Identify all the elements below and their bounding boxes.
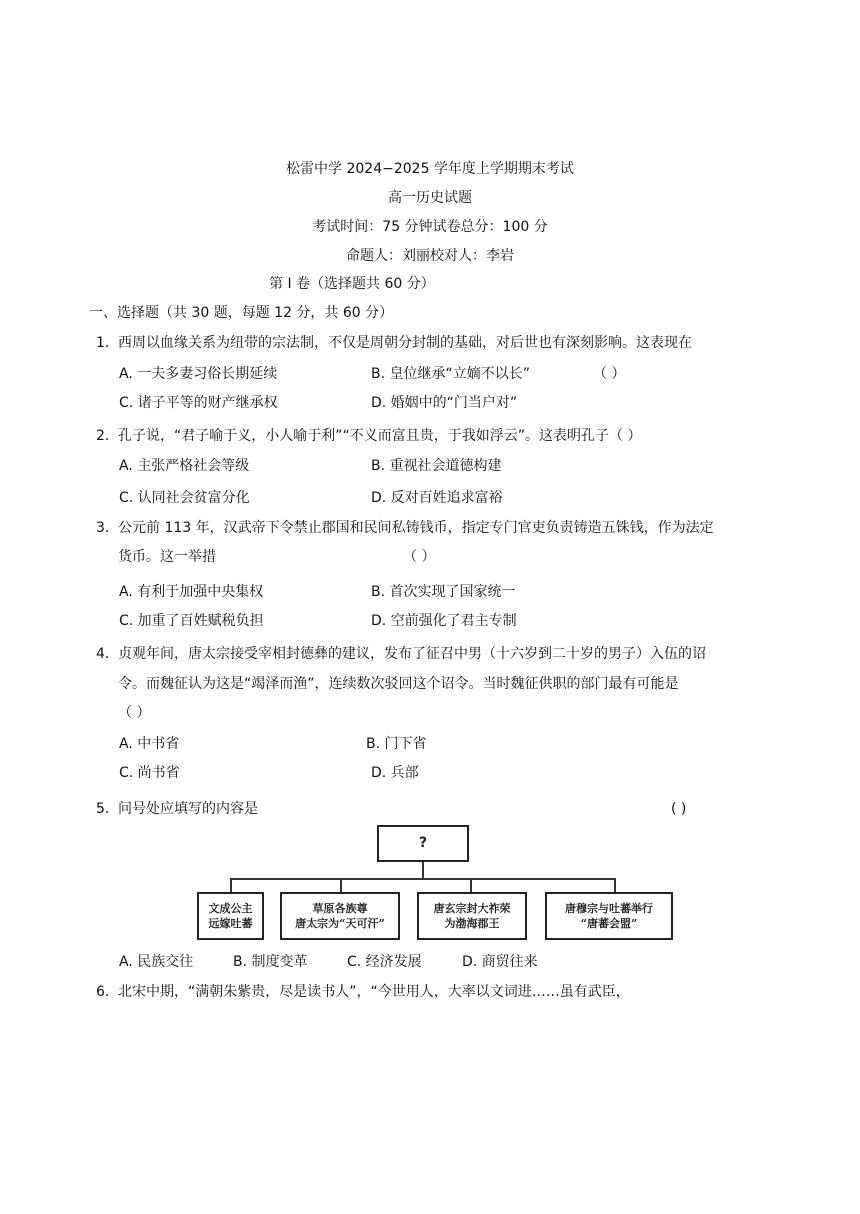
option-a[interactable]: A. 一夫多妻习俗长期延续 xyxy=(119,366,278,382)
question-number: 6． xyxy=(96,984,119,1000)
diagram-connector xyxy=(230,878,615,880)
diagram-box-text: 唐穆宗与吐蕃举行 xyxy=(565,902,653,915)
diagram-box-text: “唐蕃会盟” xyxy=(580,917,638,930)
question-stem xyxy=(96,644,706,664)
option-d[interactable]: D. 反对百姓追求富裕 xyxy=(371,490,503,506)
question-mark: ? xyxy=(418,835,428,851)
diagram-connector xyxy=(614,878,616,892)
option-c[interactable]: C. 认同社会贫富分化 xyxy=(119,490,250,506)
diagram-connector xyxy=(340,878,342,892)
option-a[interactable]: A. 主张严格社会等级 xyxy=(119,458,250,474)
diagram-top-box xyxy=(377,825,469,862)
diagram-box-text: 唐玄宗封大祚荣 xyxy=(433,902,511,915)
exam-subtitle: 高一历史试题 xyxy=(388,190,472,206)
section-heading: 一、选择题（共 30 题，每题 12 分，共 60 分） xyxy=(89,305,394,321)
exam-info: 考试时间：75 分钟试卷总分：100 分 xyxy=(312,219,548,235)
diagram-box-text: 远嫁吐蕃 xyxy=(208,917,253,930)
question-number: 4． xyxy=(96,646,119,662)
option-a[interactable]: A. 有利于加强中央集权 xyxy=(119,584,264,600)
diagram-box-text: 唐太宗为“天可汗” xyxy=(295,917,385,930)
volume-heading: 第 I 卷（选择题共 60 分） xyxy=(269,276,435,292)
exam-title: 松雷中学 2024−2025 学年度上学期期末考试 xyxy=(286,161,574,177)
option-b[interactable]: B. 首次实现了国家统一 xyxy=(371,584,516,600)
question-stem xyxy=(96,426,641,446)
question-stem-line: 贞观年间，唐太宗接受宰相封德彝的建议，发布了征召中男（十六岁到二十岁的男子）入伍的诏 xyxy=(118,646,706,662)
option-a[interactable]: A. 中书省 xyxy=(119,736,180,752)
question-stem xyxy=(96,982,630,1002)
answer-paren: ( ) xyxy=(671,801,687,817)
option-d[interactable]: D. 婚姻中的“门当户对” xyxy=(371,395,518,411)
diagram-connector xyxy=(230,878,232,892)
option-b[interactable]: B. 制度变革 xyxy=(233,954,308,970)
question-stem-line: 西周以血缘关系为纽带的宗法制，不仅是周朝分封制的基础，对后世也有深刻影响。这表现在 xyxy=(118,335,692,351)
exam-authors: 命题人：刘丽校对人：李岩 xyxy=(346,248,514,264)
diagram-box-1 xyxy=(197,892,264,940)
diagram-connector xyxy=(422,862,424,878)
question-stem-line: 北宋中期，“满朝朱紫贵，尽是读书人”，“今世用人，大率以文词进……虽有武臣， xyxy=(118,984,630,1000)
diagram-box-text: 为渤海郡王 xyxy=(444,917,500,930)
diagram-connector xyxy=(470,878,472,892)
option-b[interactable]: B. 重视社会道德构建 xyxy=(371,458,502,474)
option-c[interactable]: C. 加重了百姓赋税负担 xyxy=(119,613,264,629)
question-number: 5． xyxy=(96,801,119,817)
question-stem xyxy=(96,333,692,353)
question-stem-line: 孔子说，“君子喻于义，小人喻于利”“不义而富且贵，于我如浮云”。这表明孔子（ ） xyxy=(118,428,642,444)
option-d[interactable]: D. 空前强化了君主专制 xyxy=(371,613,517,629)
option-b[interactable]: B. 门下省 xyxy=(366,736,427,752)
answer-paren: （ ） xyxy=(593,366,626,382)
question-number: 3． xyxy=(96,520,119,536)
diagram-box-text: 草原各族尊 xyxy=(312,902,368,915)
question-stem xyxy=(96,799,258,819)
question-number: 2． xyxy=(96,428,119,444)
relation-diagram xyxy=(197,823,673,943)
option-b[interactable]: B. 皇位继承“立嫡不以长” xyxy=(371,366,531,382)
option-d[interactable]: D. 兵部 xyxy=(371,765,419,781)
diagram-box-2 xyxy=(280,892,400,940)
option-d[interactable]: D. 商贸往来 xyxy=(462,954,538,970)
question-number: 1． xyxy=(96,335,119,351)
diagram-box-4 xyxy=(545,892,673,940)
question-stem-line: 问号处应填写的内容是 xyxy=(118,801,258,817)
question-stem-line: 公元前 113 年，汉武帝下令禁止郡国和民间私铸钱币，指定专门官吏负责铸造五铢钱，作为法定 xyxy=(118,520,714,536)
option-c[interactable]: C. 经济发展 xyxy=(347,954,422,970)
option-c[interactable]: C. 诸子平等的财产继承权 xyxy=(119,395,278,411)
option-a[interactable]: A. 民族交往 xyxy=(119,954,194,970)
question-stem-line: 货币。这一举措 xyxy=(118,549,216,565)
question-stem-line: 令。而魏征认为这是“竭泽而渔”，连续数次驳回这个诏令。当时魏征供职的部门最有可能是 xyxy=(118,676,679,692)
question-stem xyxy=(96,518,714,538)
answer-paren: （ ） xyxy=(118,705,151,721)
option-c[interactable]: C. 尚书省 xyxy=(119,765,180,781)
answer-paren: （ ） xyxy=(403,549,436,565)
diagram-box-text: 文成公主 xyxy=(208,902,253,915)
diagram-box-3 xyxy=(417,892,527,940)
